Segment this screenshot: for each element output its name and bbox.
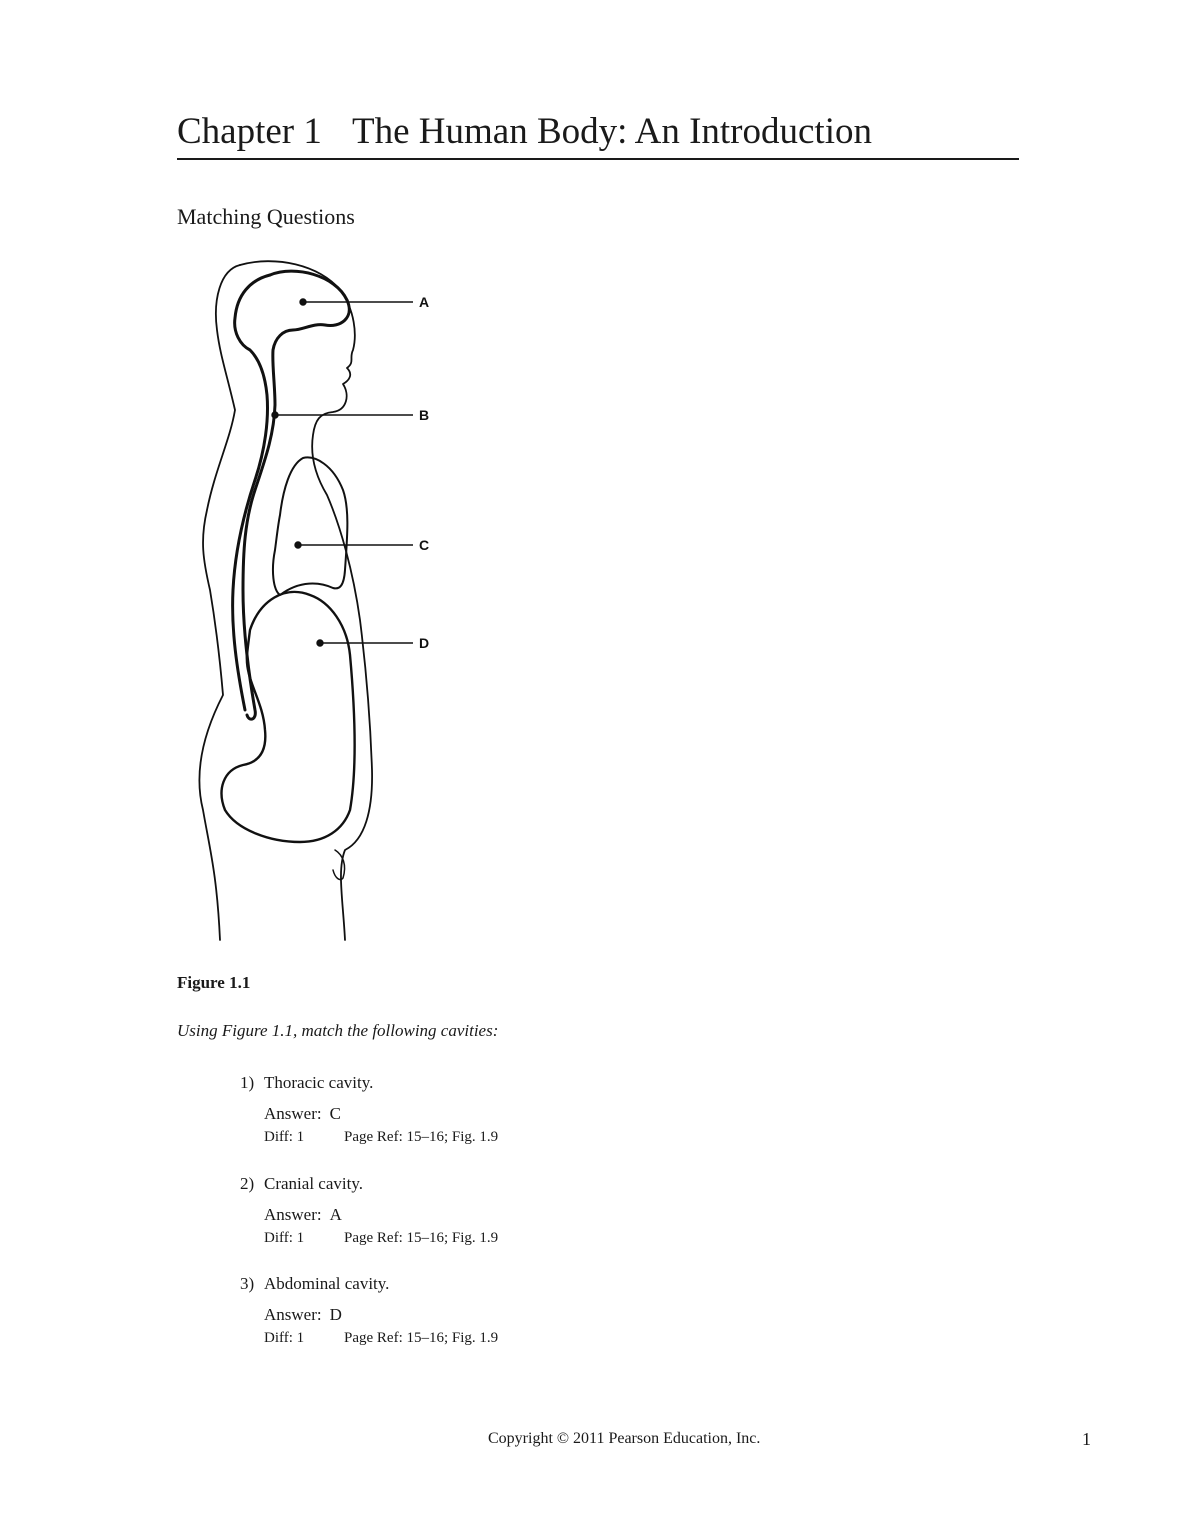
figure-label-b: B bbox=[419, 407, 430, 423]
figure-caption: Figure 1.1 bbox=[177, 973, 251, 992]
question-item bbox=[240, 1273, 740, 1348]
question-number: 2) bbox=[240, 1174, 255, 1193]
question-text: Thoracic cavity. bbox=[264, 1073, 374, 1092]
answer-label: Answer: bbox=[264, 1305, 322, 1324]
answer-label: Answer: bbox=[264, 1104, 322, 1123]
answer-value: D bbox=[329, 1305, 342, 1324]
body-cavities-figure bbox=[175, 250, 445, 950]
question-number: 1) bbox=[240, 1073, 255, 1092]
figure-label-a: A bbox=[419, 294, 430, 310]
answer-label: Answer: bbox=[264, 1205, 322, 1224]
chapter-heading bbox=[177, 108, 1019, 160]
abdominal-cavity-outline bbox=[222, 592, 355, 842]
section-title: Matching Questions bbox=[177, 204, 355, 229]
question-item bbox=[240, 1173, 740, 1248]
page-ref: Page Ref: 15–16; Fig. 1.9 bbox=[344, 1330, 499, 1346]
instructions: Using Figure 1.1, match the following cavities: bbox=[177, 1021, 499, 1040]
page-ref: Page Ref: 15–16; Fig. 1.9 bbox=[344, 1230, 499, 1246]
question-number: 3) bbox=[240, 1274, 255, 1293]
chapter-number: Chapter 1 bbox=[177, 111, 322, 152]
thoracic-cavity-outline bbox=[273, 457, 347, 595]
cranial-cavity-top bbox=[243, 271, 349, 719]
question-text: Abdominal cavity. bbox=[264, 1274, 390, 1293]
body-cavities-illustration bbox=[175, 250, 445, 950]
answer-value: C bbox=[329, 1104, 341, 1123]
label-c-point bbox=[295, 542, 301, 548]
difficulty: Diff: 1 bbox=[264, 1129, 305, 1145]
difficulty: Diff: 1 bbox=[264, 1330, 305, 1346]
difficulty: Diff: 1 bbox=[264, 1230, 305, 1246]
figure-label-d: D bbox=[419, 635, 430, 651]
chapter-title: The Human Body: An Introduction bbox=[352, 111, 872, 152]
cranial-cavity-outline bbox=[233, 275, 270, 710]
question-text: Cranial cavity. bbox=[264, 1174, 363, 1193]
question-item bbox=[240, 1072, 740, 1147]
page-ref: Page Ref: 15–16; Fig. 1.9 bbox=[344, 1129, 499, 1145]
answer-value: A bbox=[329, 1205, 342, 1224]
page-number: 1 bbox=[1082, 1429, 1091, 1449]
label-a-point bbox=[300, 299, 306, 305]
label-b-point bbox=[272, 412, 278, 418]
label-d-point bbox=[317, 640, 323, 646]
copyright-footer: Copyright © 2011 Pearson Education, Inc. bbox=[488, 1430, 761, 1447]
figure-label-c: C bbox=[419, 537, 430, 553]
